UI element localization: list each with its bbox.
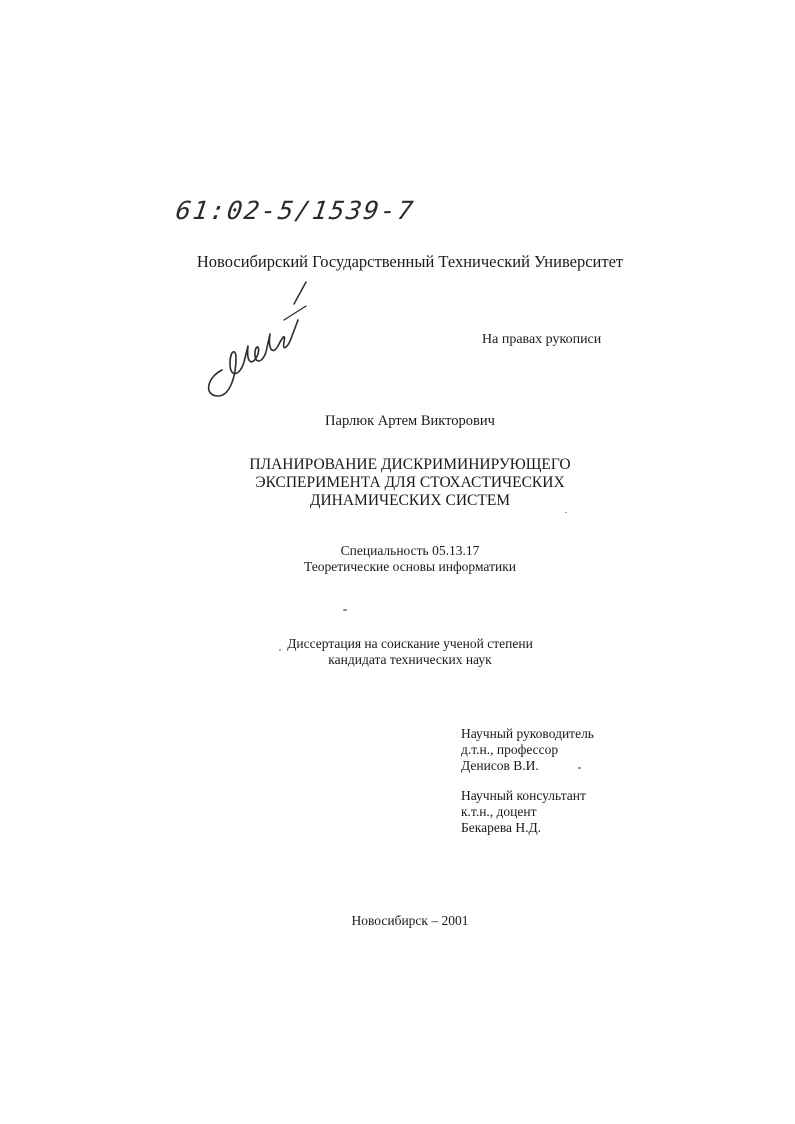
consultant-name: Бекарева Н.Д.: [461, 820, 542, 835]
title-line: ЭКСПЕРИМЕНТА ДЛЯ СТОХАСТИЧЕСКИХ: [255, 474, 565, 491]
consultant-block: [461, 788, 594, 836]
title-line: ПЛАНИРОВАНИЕ ДИСКРИМИНИРУЮЩЕГО: [249, 456, 571, 473]
supervisor-name: Денисов В.И.: [461, 758, 539, 773]
supervisor-block: [461, 726, 594, 774]
scan-speck: [279, 649, 281, 651]
degree-line-1: Диссертация на соискание ученой степени: [287, 636, 533, 651]
degree-line-2: кандидата технических наук: [328, 652, 492, 667]
title-line: ДИНАМИЧЕСКИХ СИСТЕМ: [309, 492, 511, 509]
advisors-block: [461, 726, 594, 836]
author-name: Парлюк Артем Викторович: [325, 413, 495, 429]
specialty-code: Специальность 05.13.17: [340, 543, 480, 558]
scan-speck: [565, 512, 567, 513]
handwritten-signature: [200, 272, 320, 402]
consultant-degree: к.т.н., доцент: [461, 804, 537, 819]
specialty-block: [0, 543, 795, 575]
scan-speck: [343, 609, 347, 611]
scan-speck: [578, 767, 581, 769]
university-name: Новосибирский Государственный Технический Университет: [196, 252, 624, 271]
degree-block: [0, 636, 795, 668]
archive-stamp: 61:02-5/1539-7: [173, 196, 417, 225]
manuscript-rights-note: На правах рукописи: [482, 332, 602, 347]
consultant-role: Научный консультант: [461, 788, 586, 803]
specialty-name: Теоретические основы информатики: [304, 559, 516, 574]
supervisor-degree: д.т.н., профессор: [461, 742, 559, 757]
place-and-year: Новосибирск – 2001: [351, 913, 469, 928]
supervisor-role: Научный руководитель: [461, 726, 594, 741]
dissertation-title: [0, 456, 795, 510]
